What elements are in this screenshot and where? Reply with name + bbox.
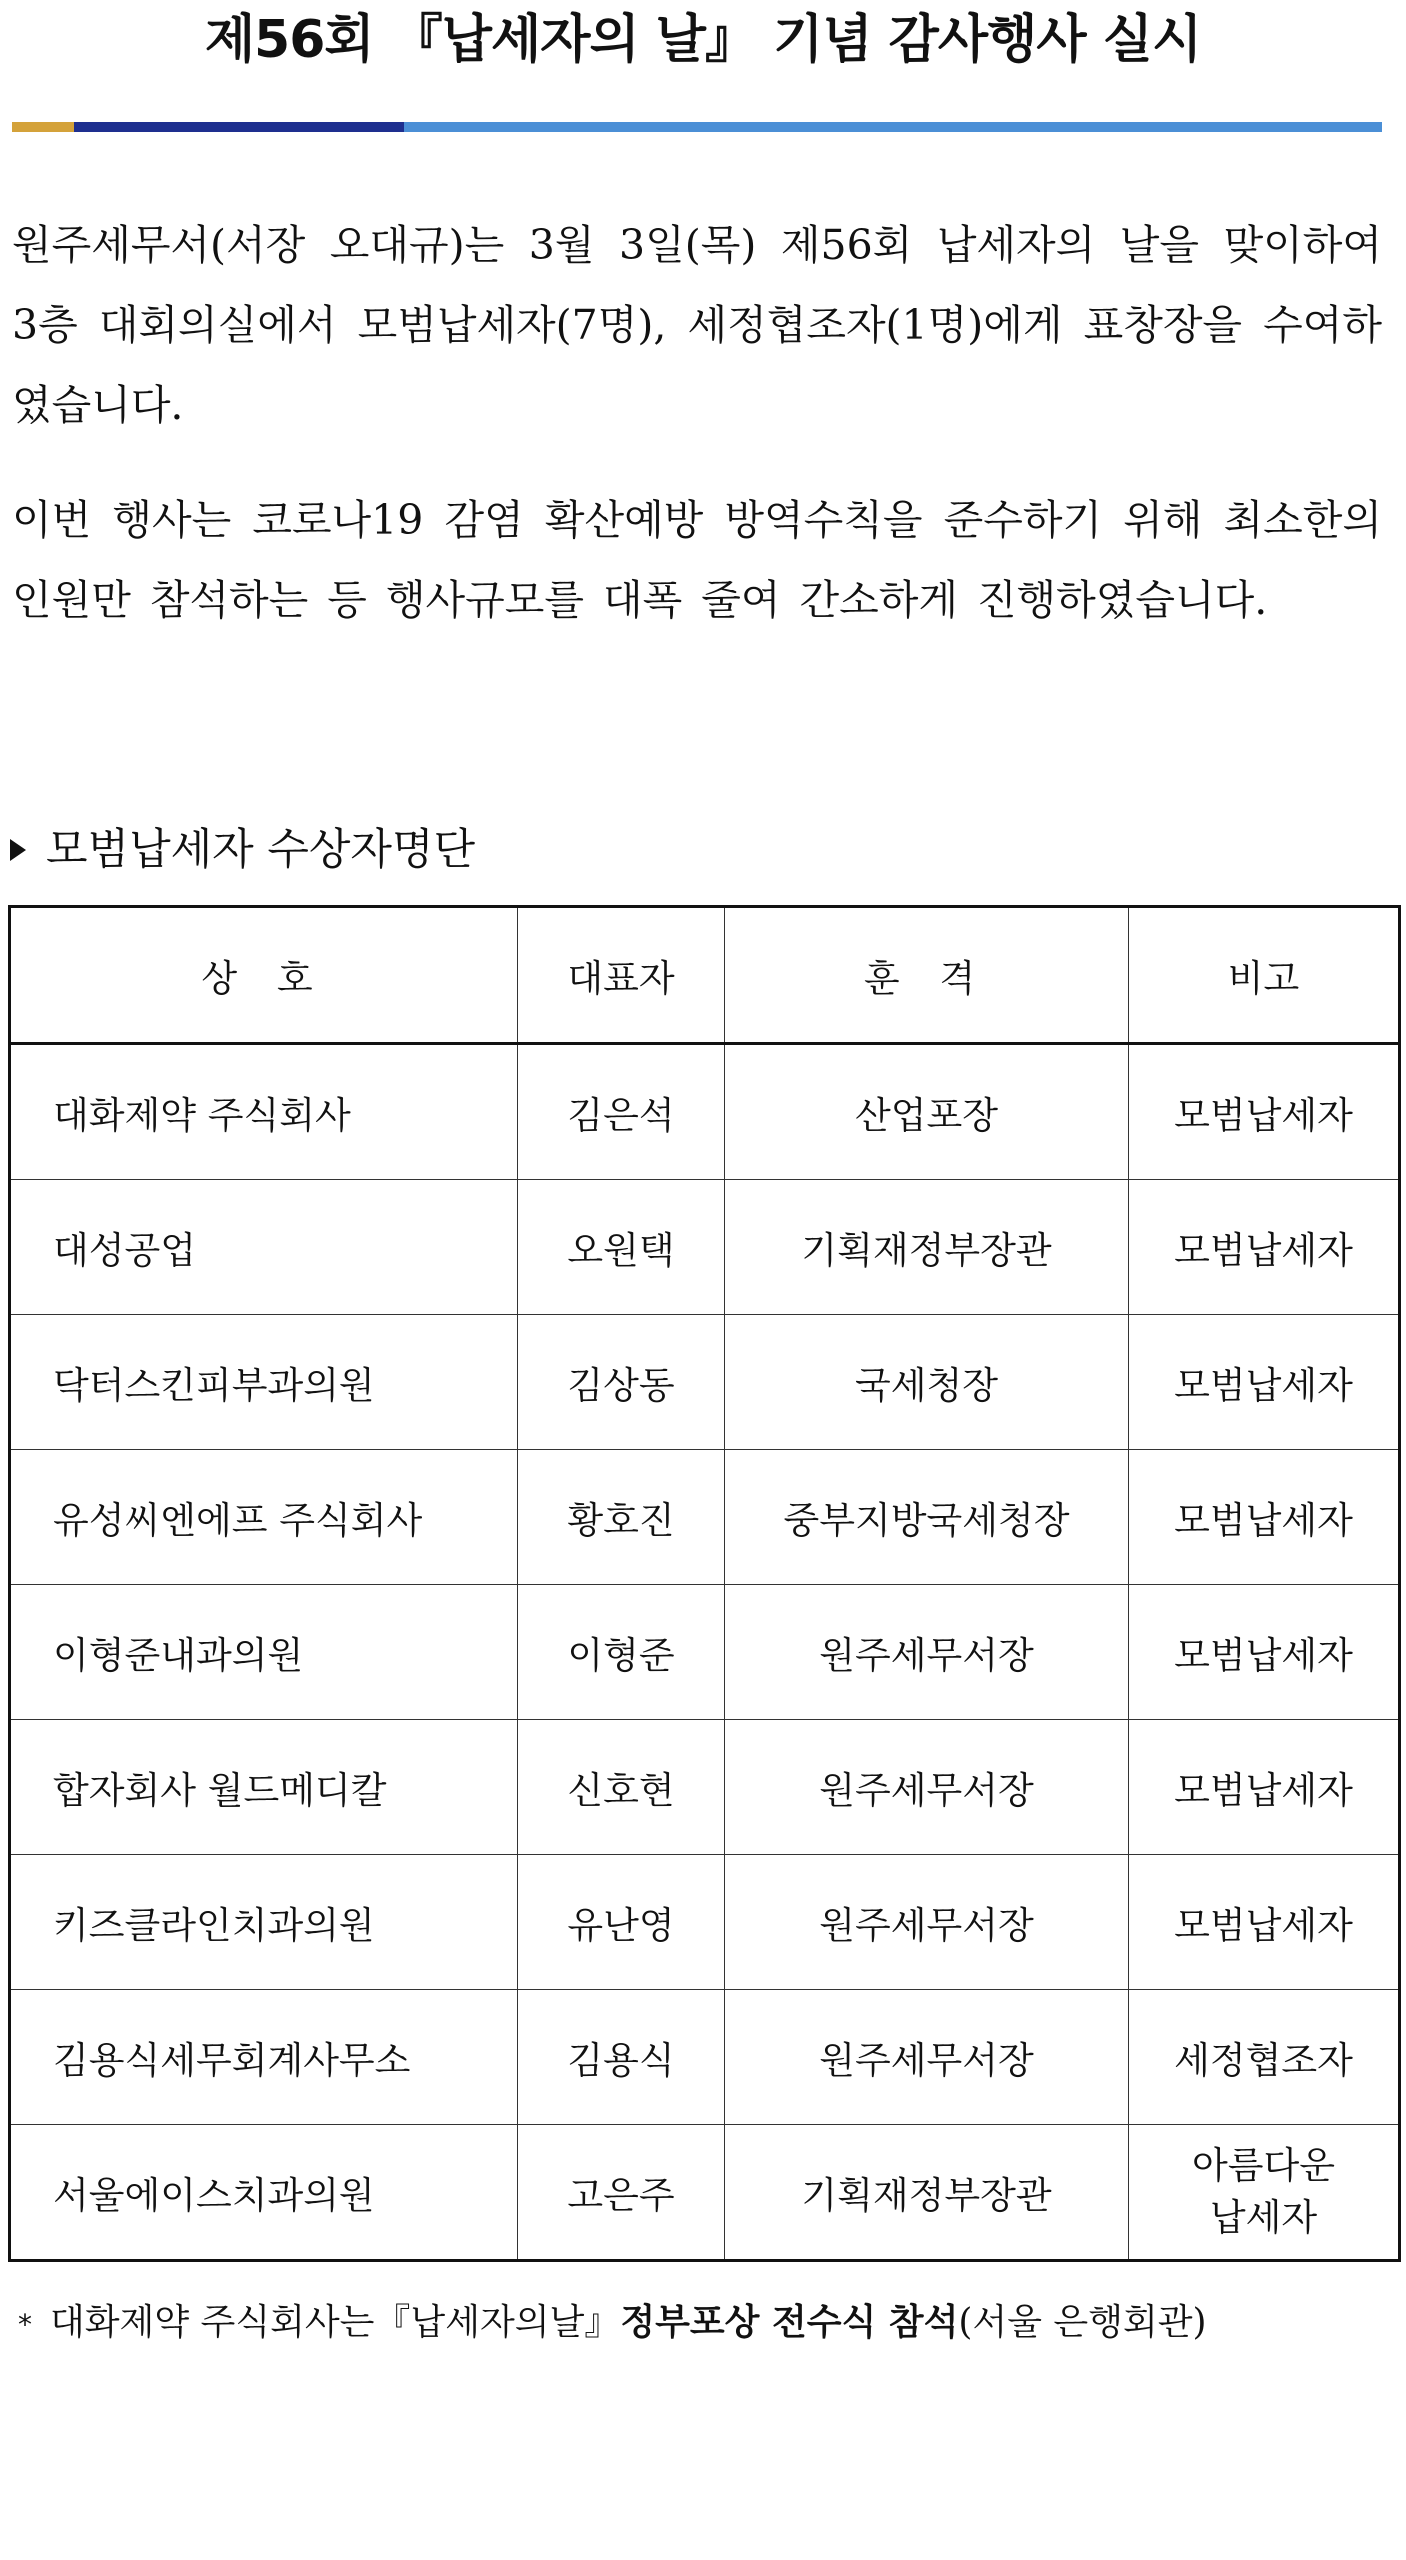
- table-header-row: [10, 907, 1400, 1044]
- underline-segment-navy: [74, 122, 404, 132]
- table-row: [10, 1855, 1400, 1990]
- table-row: [10, 1044, 1400, 1180]
- intro-paragraph: 원주세무서(서장 오대규)는 3월 3일(목) 제56회 납세자의 날을 맞이하여 3층 대회의실에서 모범납세자(7명), 세정협조자(1명)에게 표창장을 수여하였습니다.: [12, 221, 1382, 429]
- cell-award: 국세청장: [725, 1315, 1129, 1450]
- table-row: [10, 1315, 1400, 1450]
- cell-business-name: 대화제약 주식회사: [10, 1044, 518, 1180]
- cell-business-name: 유성씨엔에프 주식회사: [10, 1450, 518, 1585]
- footnote-location: (서울 은행회관): [958, 2302, 1207, 2343]
- section-heading: [10, 815, 475, 885]
- cell-representative: 고은주: [518, 2125, 725, 2261]
- cell-business-name: 서울에이스치과의원: [10, 2125, 518, 2261]
- header-award-grade: 훈 격: [725, 907, 1129, 1044]
- title-underline-bar: [12, 122, 1382, 132]
- cell-representative: 신호현: [518, 1720, 725, 1855]
- cell-business-name: 김용식세무회계사무소: [10, 1990, 518, 2125]
- cell-note: [1129, 2125, 1400, 2261]
- cell-business-name: 대성공업: [10, 1180, 518, 1315]
- cell-note-line-1: 아름다운: [1192, 2144, 1335, 2187]
- cell-note: 모범납세자: [1129, 1315, 1400, 1450]
- cell-representative: 김용식: [518, 1990, 725, 2125]
- cell-award: 원주세무서장: [725, 1990, 1129, 2125]
- table-row: [10, 1180, 1400, 1315]
- cell-representative: 이형준: [518, 1585, 725, 1720]
- cell-note: 세정협조자: [1129, 1990, 1400, 2125]
- footnote: [18, 2293, 1207, 2355]
- cell-award: 기획재정부장관: [725, 1180, 1129, 1315]
- table-row: [10, 1720, 1400, 1855]
- header-representative: 대표자: [518, 907, 725, 1044]
- cell-award: 중부지방국세청장: [725, 1450, 1129, 1585]
- header-business-name: 상 호: [10, 907, 518, 1044]
- cell-business-name: 키즈클라인치과의원: [10, 1855, 518, 1990]
- cell-note: 모범납세자: [1129, 1044, 1400, 1180]
- cell-representative: 유난영: [518, 1855, 725, 1990]
- cell-award: 기획재정부장관: [725, 2125, 1129, 2261]
- cell-representative: 오원택: [518, 1180, 725, 1315]
- table-row: [10, 2125, 1400, 2261]
- awardees-table: [8, 905, 1401, 2262]
- cell-note: 모범납세자: [1129, 1450, 1400, 1585]
- section-heading-label: 모범납세자 수상자명단: [46, 825, 476, 875]
- triangle-bullet-icon: [10, 839, 26, 861]
- footnote-bold-text: 정부포상 전수식 참석: [620, 2302, 959, 2343]
- cell-note: 모범납세자: [1129, 1855, 1400, 1990]
- table-row: [10, 1585, 1400, 1720]
- cell-business-name: 합자회사 월드메디칼: [10, 1720, 518, 1855]
- cell-award: 원주세무서장: [725, 1720, 1129, 1855]
- table-row: [10, 1450, 1400, 1585]
- table-row: [10, 1990, 1400, 2125]
- underline-segment-gold: [12, 122, 74, 132]
- cell-business-name: 닥터스킨피부과의원: [10, 1315, 518, 1450]
- page-title: 제56회 『납세자의 날』 기념 감사행사 실시: [204, 10, 1202, 70]
- underline-segment-blue: [404, 122, 1382, 132]
- event-details-paragraph: 이번 행사는 코로나19 감염 확산예방 방역수칙을 준수하기 위해 최소한의 인원만 참석하는 등 행사규모를 대폭 줄여 간소하게 진행하였습니다.: [12, 496, 1382, 624]
- cell-award: 원주세무서장: [725, 1585, 1129, 1720]
- cell-representative: 황호진: [518, 1450, 725, 1585]
- cell-business-name: 이형준내과의원: [10, 1585, 518, 1720]
- cell-representative: 김상동: [518, 1315, 725, 1450]
- asterisk-marker: *: [18, 2308, 32, 2341]
- cell-note: 모범납세자: [1129, 1585, 1400, 1720]
- header-note: 비고: [1129, 907, 1400, 1044]
- cell-note: 모범납세자: [1129, 1180, 1400, 1315]
- cell-note-line-2: 납세자: [1209, 2196, 1318, 2239]
- cell-representative: 김은석: [518, 1044, 725, 1180]
- cell-award: 산업포장: [725, 1044, 1129, 1180]
- cell-award: 원주세무서장: [725, 1855, 1129, 1990]
- footnote-text: 대화제약 주식회사는『납세자의날』: [50, 2302, 621, 2343]
- cell-note: 모범납세자: [1129, 1720, 1400, 1855]
